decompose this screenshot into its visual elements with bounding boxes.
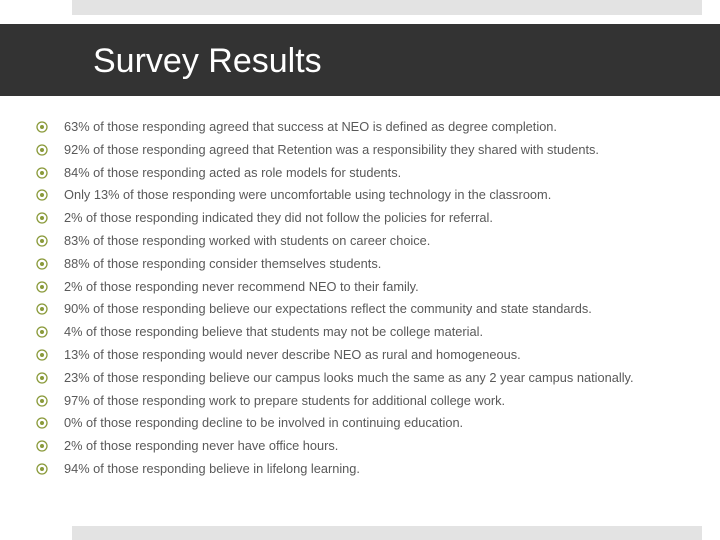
target-bullet-icon xyxy=(36,281,48,293)
bullet-text: 63% of those responding agreed that success at NEO is defined as degree completion. xyxy=(64,119,557,134)
top-decorative-bar xyxy=(72,0,702,15)
bullet-item xyxy=(0,458,720,481)
slide-title: Survey Results xyxy=(93,42,322,80)
target-bullet-icon xyxy=(36,121,48,133)
bullet-item xyxy=(0,435,720,458)
bullet-item xyxy=(0,367,720,390)
target-bullet-icon xyxy=(36,326,48,338)
bullet-item xyxy=(0,162,720,185)
target-bullet-icon xyxy=(36,417,48,429)
bullet-text: 2% of those responding never have office hours. xyxy=(64,438,339,454)
target-bullet-icon xyxy=(36,440,48,452)
target-bullet-icon xyxy=(36,258,48,270)
bullet-text: 92% of those responding agreed that Retention was a responsibility they shared with students. xyxy=(64,141,599,157)
target-bullet-icon xyxy=(36,349,48,361)
bullet-item xyxy=(0,139,720,162)
bullet-text: 23% of those responding believe our campus looks much the same as any 2 year campus nationally. xyxy=(64,369,634,385)
target-bullet-icon xyxy=(36,463,48,475)
target-bullet-icon xyxy=(36,372,48,384)
bullet-item xyxy=(0,298,720,321)
target-bullet-icon xyxy=(36,144,48,156)
bullet-item xyxy=(0,344,720,367)
bullet-item xyxy=(0,412,720,435)
bullet-text: Only 13% of those responding were uncomfortable using technology in the classroom. xyxy=(64,187,552,203)
bullet-text: 94% of those responding believe in lifelong learning. xyxy=(64,460,360,476)
bullet-item xyxy=(0,207,720,230)
bullet-item xyxy=(0,230,720,253)
bullet-item xyxy=(0,253,720,276)
bullet-item xyxy=(0,276,720,299)
bullet-item xyxy=(0,184,720,207)
bullet-text: 83% of those responding worked with students on career choice. xyxy=(64,232,431,248)
bullet-text: 88% of those responding consider themselves students. xyxy=(64,255,382,271)
target-bullet-icon xyxy=(36,395,48,407)
bullet-list xyxy=(0,116,720,481)
bottom-decorative-bar xyxy=(72,526,702,540)
bullet-text: 84% of those responding acted as role models for students. xyxy=(64,164,402,180)
bullet-text: 90% of those responding believe our expectations reflect the community and state standards. xyxy=(64,301,592,317)
target-bullet-icon xyxy=(36,189,48,201)
bullet-text: 0% of those responding decline to be involved in continuing education. xyxy=(64,415,464,431)
bullet-text: 2% of those responding never recommend NEO to their family. xyxy=(64,278,419,294)
target-bullet-icon xyxy=(36,235,48,247)
target-bullet-icon xyxy=(36,212,48,224)
bullet-item xyxy=(0,321,720,344)
bullet-item xyxy=(0,116,720,139)
bullet-text: 13% of those responding would never describe NEO as rural and homogeneous. xyxy=(64,346,521,362)
bullet-text: 4% of those responding believe that students may not be college material. xyxy=(64,324,483,340)
bullet-text: 97% of those responding work to prepare students for additional college work. xyxy=(64,392,506,408)
target-bullet-icon xyxy=(36,167,48,179)
target-bullet-icon xyxy=(36,303,48,315)
bullet-item xyxy=(0,390,720,413)
bullet-text: 2% of those responding indicated they did not follow the policies for referral. xyxy=(64,210,493,226)
